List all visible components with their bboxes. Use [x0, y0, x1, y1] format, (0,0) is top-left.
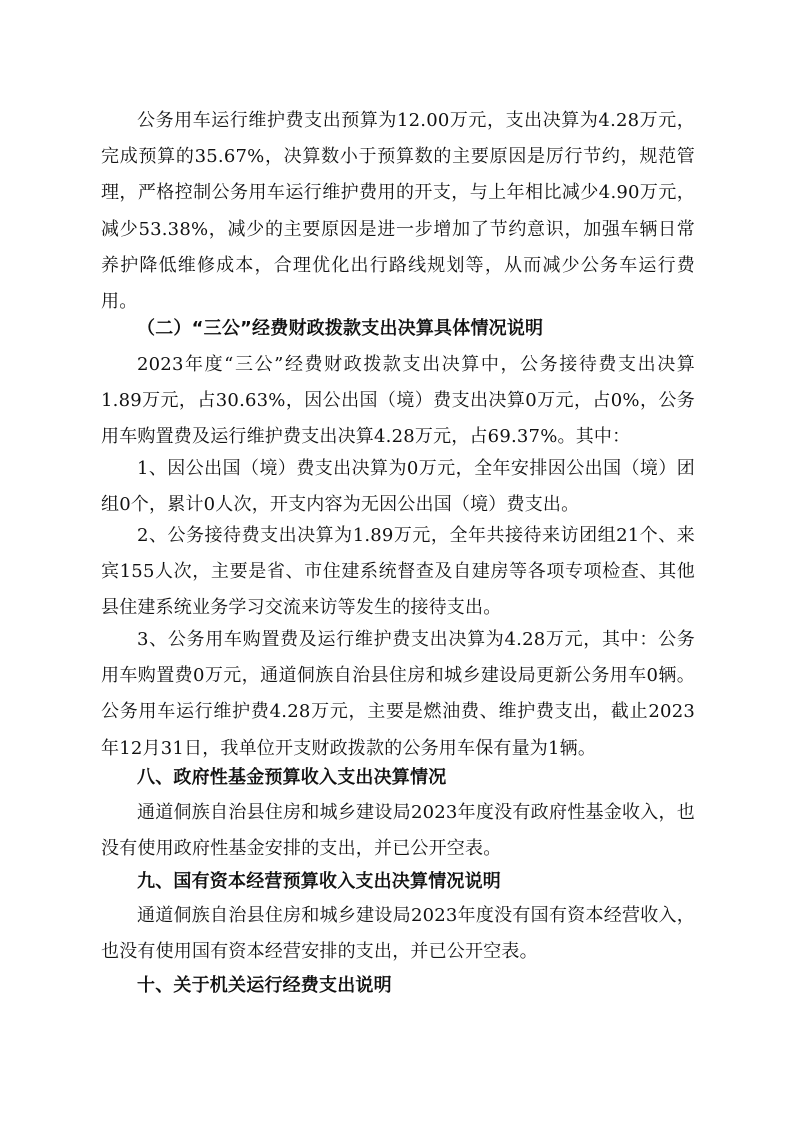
- vehicle-expense-item-paragraph: 3、公务用车购置费及运行维护费支出决算为4.28万元，其中：公务用车购置费0万元，通道侗族自治县住房和城乡建设局更新公务用车0辆。公务用车运行维护费4.28万元，主要是燃油费、维护费支出，截止2023年12月31日，我单位开支财政拨款的公务用车保有量为1辆。: [101, 629, 695, 759]
- vehicle-maintenance-paragraph: 公务用车运行维护费支出预算为12.00万元，支出决算为4.28万元，完成预算的35.67%，决算数小于预算数的主要原因是厉行节约，规范管理，严格控制公务用车运行维护费用的开支，与上年相比减少4.90万元，减少53.38%，减少的主要原因是进一步增加了节约意识，加强车辆日常养护降低维修成本，合理优化出行路线规划等，从而减少公务车运行费用。: [101, 110, 695, 313]
- section-8-body-paragraph: 通道侗族自治县住房和城乡建设局2023年度没有政府性基金收入，也没有使用政府性基金安排的支出，并已公开空表。: [101, 802, 695, 860]
- section-9-heading: 九、国有资本经营预算收入支出决算情况说明: [137, 871, 501, 892]
- section-9-body-paragraph: 通道侗族自治县住房和城乡建设局2023年度没有国有资本经营收入，也没有使用国有资本经营安排的支出，并已公开空表。: [101, 905, 695, 963]
- overseas-travel-item-paragraph: 1、因公出国（境）费支出决算为0万元，全年安排因公出国（境）团组0个，累计0人次，开支内容为无因公出国（境）费支出。: [101, 458, 695, 516]
- reception-expense-item-paragraph: 2、公务接待费支出决算为1.89万元，全年共接待来访团组21个、来宾155人次，主要是省、市住建系统督查及自建房等各项专项检查、其他县住建系统业务学习交流来访等发生的接待支出。: [101, 525, 695, 619]
- section-10-heading: 十、关于机关运行经费支出说明: [137, 975, 392, 996]
- three-public-funds-subheading: （二）“三公”经费财政拨款支出决算具体情况说明: [137, 318, 544, 339]
- section-8-heading: 八、政府性基金预算收入支出决算情况: [137, 767, 447, 788]
- three-public-funds-summary-paragraph: 2023年度“三公”经费财政拨款支出决算中，公务接待费支出决算1.89万元，占30.63%，因公出国（境）费支出决算0万元，占0%，公务用车购置费及运行维护费支出决算4.28万元，占69.37%。其中：: [101, 354, 695, 448]
